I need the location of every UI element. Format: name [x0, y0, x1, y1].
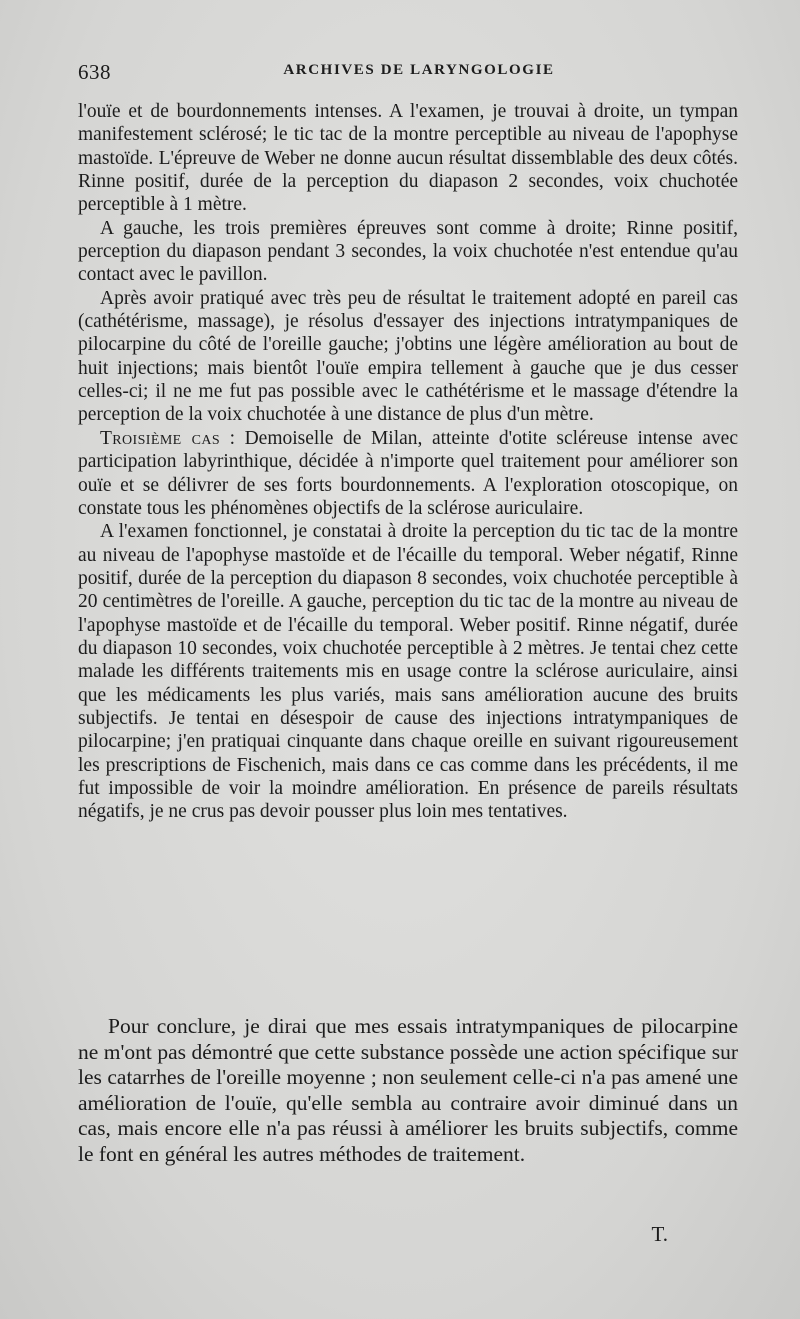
- page-number: 638: [78, 60, 111, 84]
- paragraph-functional-exam: A l'examen fonctionnel, je constatai à droite la perception du tic tac de la montre au niveau de l'apophyse mastoïde et de l'écaille du temporal. Weber négatif, Rinne positif, durée de la perception du diapason 8 secondes, voix chuchotée perceptible à 20 centimètres de l'oreille. A gauche, perception du tic tac de la montre au niveau de l'apophyse mastoïde et de l'écaille du temporal. Weber positif. Rinne négatif, durée du diapason 10 secondes, voix chuchotée perceptible à 2 mètres. Je tentai chez cette malade les différents traitements mis en usage contre la sclérose auriculaire, ainsi que les médicaments les plus variés, mais sans amélioration aucune des bruits subjectifs. Je tentai en désespoir de cause des injections intratympaniques de pilocarpine; j'en pratiquai cinquante dans chaque oreille en suivant rigoureusement les prescriptions de Fischenich, mais dans ce cas comme dans les précédents, il me fut impossible de voir la moindre amélioration. En présence de pareils résultats négatifs, je ne crus pas devoir pousser plus loin mes tentatives.: [78, 521, 738, 823]
- paragraph-left-ear: A gauche, les trois premières épreuves sont comme à droite; Rinne positif, perception du diapason pendant 3 secondes, la voix chuchotée n'est entendue qu'au contact avec le pavillon.: [78, 217, 738, 286]
- case-heading: Troisième cas: [100, 427, 221, 449]
- paragraph-third-case: [78, 427, 738, 520]
- third-case-text: : Demoiselle de Milan, atteinte d'otite scléreuse intense avec participation labyrinthique, décidée à n'importe quel traitement pour améliorer son ouïe et se délivrer de ses forts bourdonnements. A l'exploration otoscopique, on constate tous les phénomènes objectifs de la sclérose auriculaire.: [78, 427, 738, 519]
- conclusion-paragraph: Pour conclure, je dirai que mes essais intratympaniques de pilocarpine ne m'ont pas démontré que cette substance possède une action spécifique sur les catarrhes de l'oreille moyenne ; non seulement celle-ci n'a pas amené une amélioration de l'ouïe, qu'elle sembla au contraire avoir diminué dans un cas, mais encore elle n'a pas réussi à améliorer les bruits subjectifs, comme le font en général les autres méthodes de traitement.: [78, 1014, 738, 1166]
- paragraph-treatment: Après avoir pratiqué avec très peu de résultat le traitement adopté en pareil cas (cathétérisme, massage), je résolus d'essayer des injections intratympaniques de pilocarpine du côté de l'oreille gauche; j'obtins une légère amélioration au bout de huit injections; mais bientôt l'ouïe empira tellement à gauche que je dus cesser celles-ci; il ne me fut pas possible avec le cathétérisme et le massage d'étendre la perception de la voix chuchotée à une distance de plus d'un mètre.: [78, 287, 738, 426]
- page-header: [78, 58, 730, 88]
- body-text: [78, 100, 738, 824]
- running-head: ARCHIVES DE LARYNGOLOGIE: [283, 62, 555, 78]
- conclusion-section: [78, 1014, 738, 1168]
- paragraph-continuation: l'ouïe et de bourdonnements intenses. A l'examen, je trouvai à droite, un tympan manifestement sclérosé; le tic tac de la montre perceptible au niveau de l'apophyse mastoïde. L'épreuve de Weber ne donne aucun résultat dissemblable des deux côtés. Rinne positif, durée de la perception du diapason 2 secondes, voix chuchotée perceptible à 1 mètre.: [78, 101, 738, 216]
- author-signature: T.: [651, 1222, 668, 1246]
